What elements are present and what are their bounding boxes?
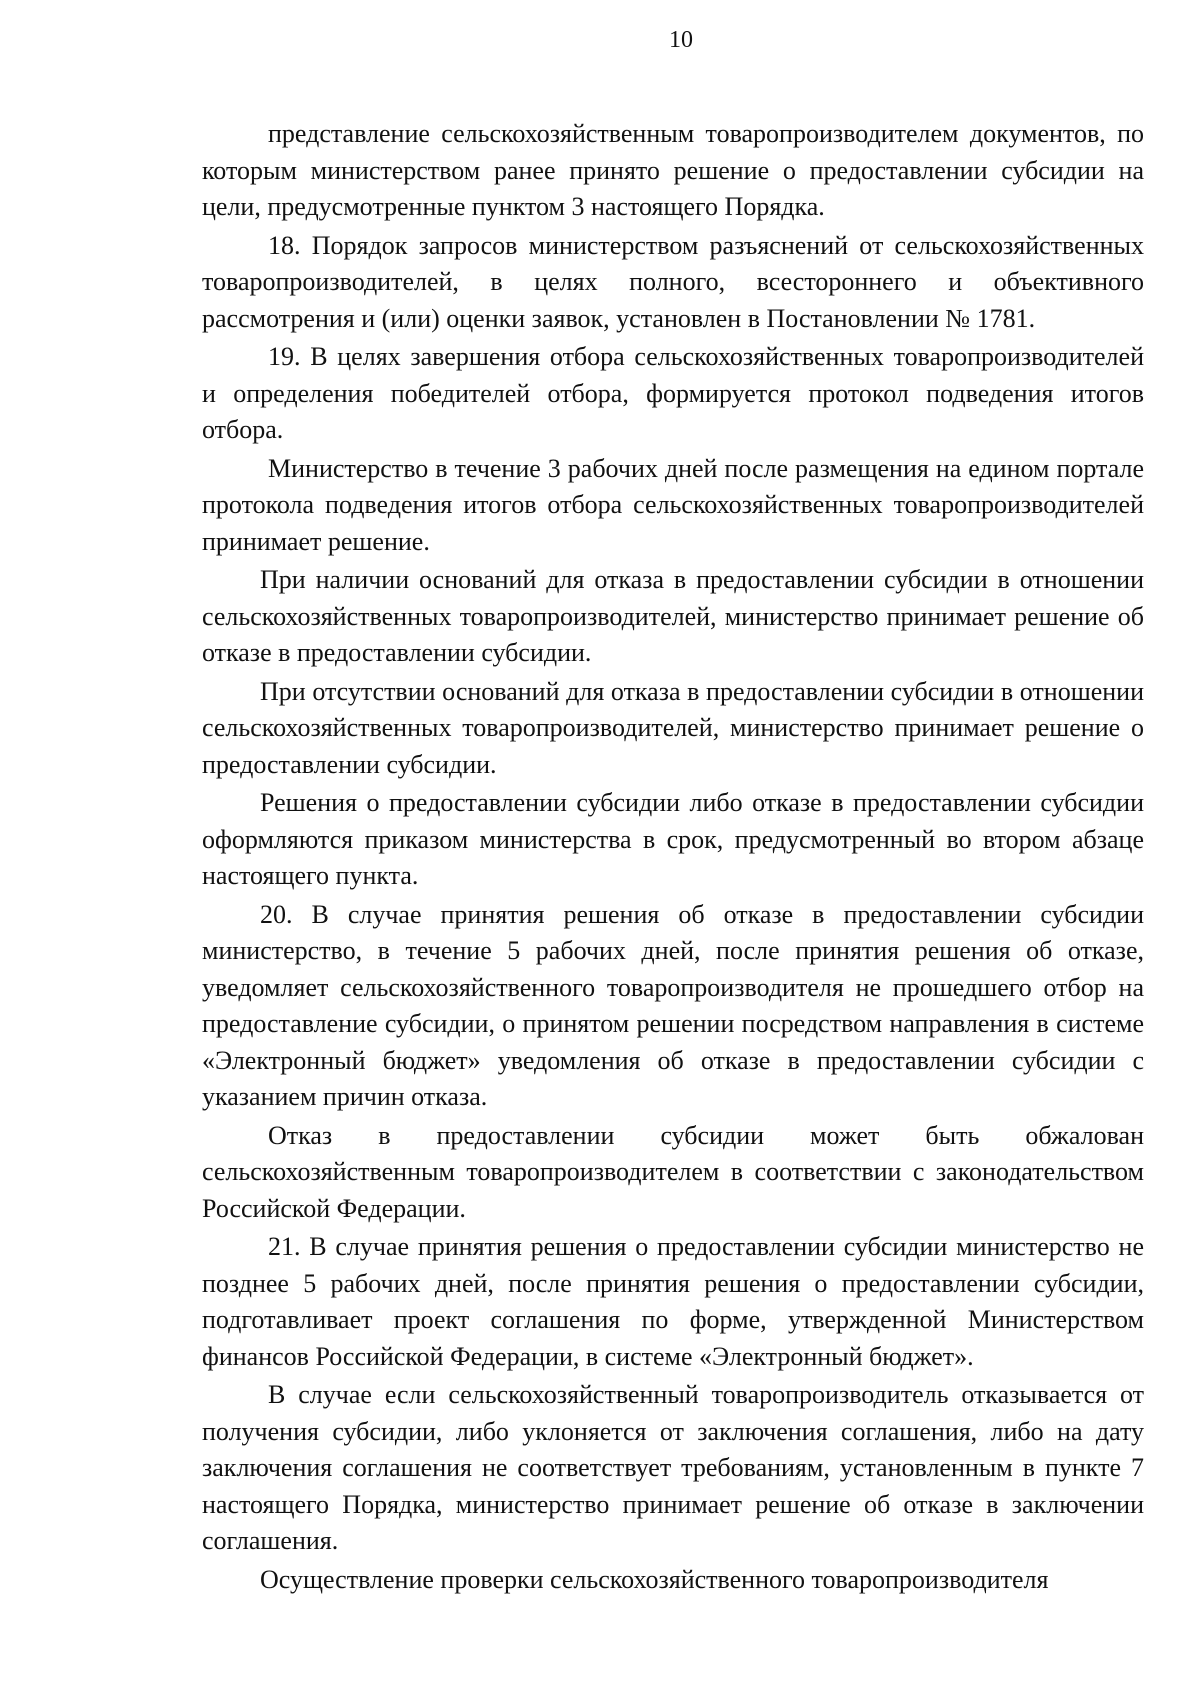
page-number: 10 xyxy=(669,27,693,53)
paragraph-item-19: 19. В целях завершения отбора сельскохозяйственных товаропроизводителей и определения победителей отбора, формируется протокол подведения итогов отбора. xyxy=(202,342,1144,444)
paragraph-item-21: 21. В случае принятия решения о предоставлении субсидии министерство не позднее 5 рабочих дней, после принятия решения о предоставлении субсидии, подготавливает проект соглашения по форме, утвержденной Министерством финансов Российской Федерации, в системе «Электронный бюджет». xyxy=(202,1232,1144,1371)
paragraph-no-refusal-grounds: При отсутствии оснований для отказа в предоставлении субсидии в отношении сельскохозяйственных товаропроизводителей, министерство принимает решение о предоставлении субсидии. xyxy=(202,676,1144,779)
paragraph-decision-order: Решения о предоставлении субсидии либо отказе в предоставлении субсидии оформляются приказом министерства в срок, предусмотренный во втором абзаце настоящего пункта. xyxy=(202,788,1144,890)
paragraph-verification: Осуществление проверки сельскохозяйственного товаропроизводителя xyxy=(260,1564,1049,1594)
paragraph-item-18: 18. Порядок запросов министерством разъяснений от сельскохозяйственных товаропроизводителей, в целях полного, всестороннего и объективного рассмотрения и (или) оценки заявок, установлен в Постановлении № 1781. xyxy=(202,230,1144,333)
paragraph-appeal: Отказ в предоставлении субсидии может быть обжалован сельскохозяйственным товаропроизводителем в соответствии с законодательством Российской Федерации. xyxy=(202,1120,1144,1223)
paragraph-continuation: представление сельскохозяйственным товаропроизводителем документов, по которым министерством ранее принято решение о предоставлении субсидии на цели, предусмотренные пунктом 3 настоящего Порядка. xyxy=(202,119,1144,221)
paragraph-refusal-grounds: При наличии оснований для отказа в предоставлении субсидии в отношении сельскохозяйственных товаропроизводителей, министерство принимает решение об отказе в предоставлении субсидии. xyxy=(202,565,1144,667)
document-body xyxy=(202,116,1144,1598)
paragraph-item-20: 20. В случае принятия решения об отказе в предоставлении субсидии министерство, в течение 5 рабочих дней, после принятия решения об отказе, уведомляет сельскохозяйственного товаропроизводителя не прошедшего отбор на предоставление субсидии, о принятом решении посредством направления в системе «Электронный бюджет» уведомления об отказе в предоставлении субсидии с указанием причин отказа. xyxy=(202,899,1144,1111)
paragraph-ministry-decision: Министерство в течение 3 рабочих дней после размещения на едином портале протокола подведения итогов отбора сельскохозяйственных товаропроизводителей принимает решение. xyxy=(202,453,1144,556)
paragraph-agreement-refusal: В случае если сельскохозяйственный товаропроизводитель отказывается от получения субсидии, либо уклоняется от заключения соглашения, либо на дату заключения соглашения не соответствует требованиям, установленным в пункте 7 настоящего Порядка, министерство принимает решение об отказе в заключении соглашения. xyxy=(202,1380,1144,1555)
